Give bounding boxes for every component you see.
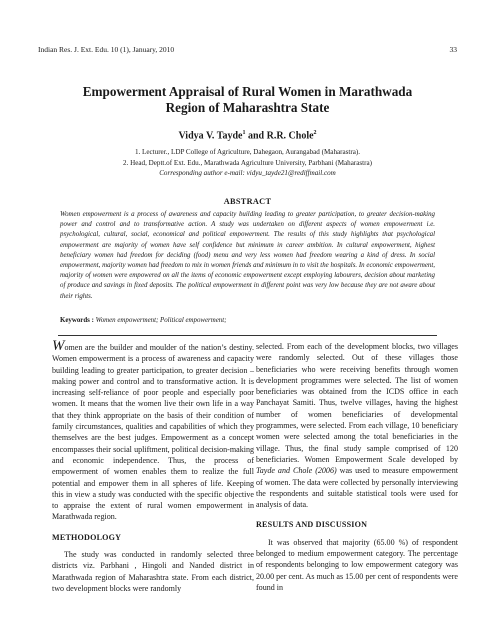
results-paragraph: It was observed that majority (65.00 %) of respondent belonged to medium empowerment category. The percentage of respondents belonging to low empowerment category was 20.00 per cent. As much as 15.00 per cent of respondents were found in — [256, 537, 458, 592]
methodology-continued-text: selected. From each of the development blocks, two villages were randomly selected. Out of these villages those beneficiaries who were receiving benefits through women development programmes were selected. The list of women beneficiaries was obtained from the ICDS office in each Panchayat Samiti. Thus, twelve villages, having the highest number of women beneficiaries of developmental programmes, were selected. From each village, 10 beneficiary women were selected among the total beneficiaries in the village. Thus, the final study sample comprised of 120 beneficiaries. Women Empowerment Scale developed by — [256, 342, 458, 464]
keywords-list: Women empowerment; Political empowerment; — [93, 317, 227, 324]
left-column — [52, 338, 254, 594]
intro-text: omen are the builder and moulder of the nation’s destiny. Women empowerment is a process of awareness and capacity building leading to greater participation, to greater decision – making power and control and to transformative action. It is increasing self-reliance of poor people and especially poor women. It means that the women live their own life in a way that they think appropriate on the basis of their condition of family circumstances, qualities and capabilities of which they themselves are the best judges. Empowerment as a concept encompasses their social upliftment, political decision-making and economic independence. Thus, the process of empowerment of women enables them to realize the full potential and empower them in all spheres of life. Keeping this in view a study was conducted with the specific objective to appraise the extent of rural women empowerment in Marathwada region. — [52, 343, 254, 522]
abstract-text: Women empowerment is a process of awareness and capacity building leading to greater participation, to greater decision-making power and control and to transformative action. A study was undertaken on different aspects of women empowerment i.e. psychological, cultural, social, economical and political empowerment. The results of this study highlights that psychological empowerment are majority of women have self confidence but minimum in career ambition. In cultural empowerment, highest beneficiary women had freedom for deciding (food) menu and very less women had freedom wearing a kind of dress. In social empowerment, majority women had freedom to mix in women friends and minimum in to visit the hospitals. In economic empowerment, majority of women were empowered on all the items of economic empowerment except employing labourers, decision about marketing of produce and savings in fixed deposits. The political empowerment in different point was very low because they are not aware about their rights. — [60, 211, 435, 300]
methodology-continued-text-2: was used to measure empowerment of women. The data were collected by personally interviewing the respondents and suitable statistical tools were used for analysis of data. — [256, 466, 458, 510]
right-column — [256, 341, 458, 593]
running-header — [38, 45, 457, 54]
title-line-1: Empowerment Appraisal of Rural Women in Marathwada — [82, 84, 413, 99]
drop-cap: W — [52, 338, 65, 354]
abstract-heading: ABSTRACT — [223, 197, 272, 206]
keywords — [60, 317, 435, 324]
methodology-paragraph: The study was conducted in randomly selected three districts viz. Parbhani , Hingoli and Nanded district in Marathwada region of Maharashtra state. From each district, two development blocks were randomly — [52, 550, 254, 593]
author-line — [40, 130, 455, 141]
article-title — [40, 84, 455, 116]
title-line-2: Region of Maharashtra State — [165, 100, 330, 115]
author-2-marker: 2 — [313, 130, 317, 136]
methodology-continued — [256, 341, 458, 510]
results-heading: RESULTS AND DISCUSSION — [256, 520, 368, 530]
citation: Tayde and Chole (2006) — [256, 466, 337, 476]
corresponding-email: Corresponding author e-mail: vidyu_tayde21@rediffmail.com — [159, 169, 336, 177]
author-2: R.R. Chole — [266, 130, 314, 142]
affiliations — [40, 147, 455, 179]
affiliation-2: 2. Head, Deptt.of Ext. Edu., Marathwada Agriculture University, Parbhani (Maharastra) — [123, 158, 372, 167]
affiliation-1: 1. Lecturer., LDP College of Agriculture, Dahegaon, Aurangabad (Maharastra). — [134, 148, 361, 156]
author-connector: and — [245, 130, 267, 142]
author-1: Vidya V. Tayde — [178, 130, 243, 142]
intro-paragraph — [52, 338, 254, 523]
page-number: 33 — [449, 45, 457, 54]
section-divider — [58, 335, 437, 336]
methodology-heading: METHODOLOGY — [52, 532, 122, 542]
keywords-label: Keywords : — [60, 317, 94, 324]
author-1-marker: 1 — [242, 130, 246, 136]
journal-citation: Indian Res. J. Ext. Edu. 10 (1), January, 2010 — [38, 45, 175, 54]
